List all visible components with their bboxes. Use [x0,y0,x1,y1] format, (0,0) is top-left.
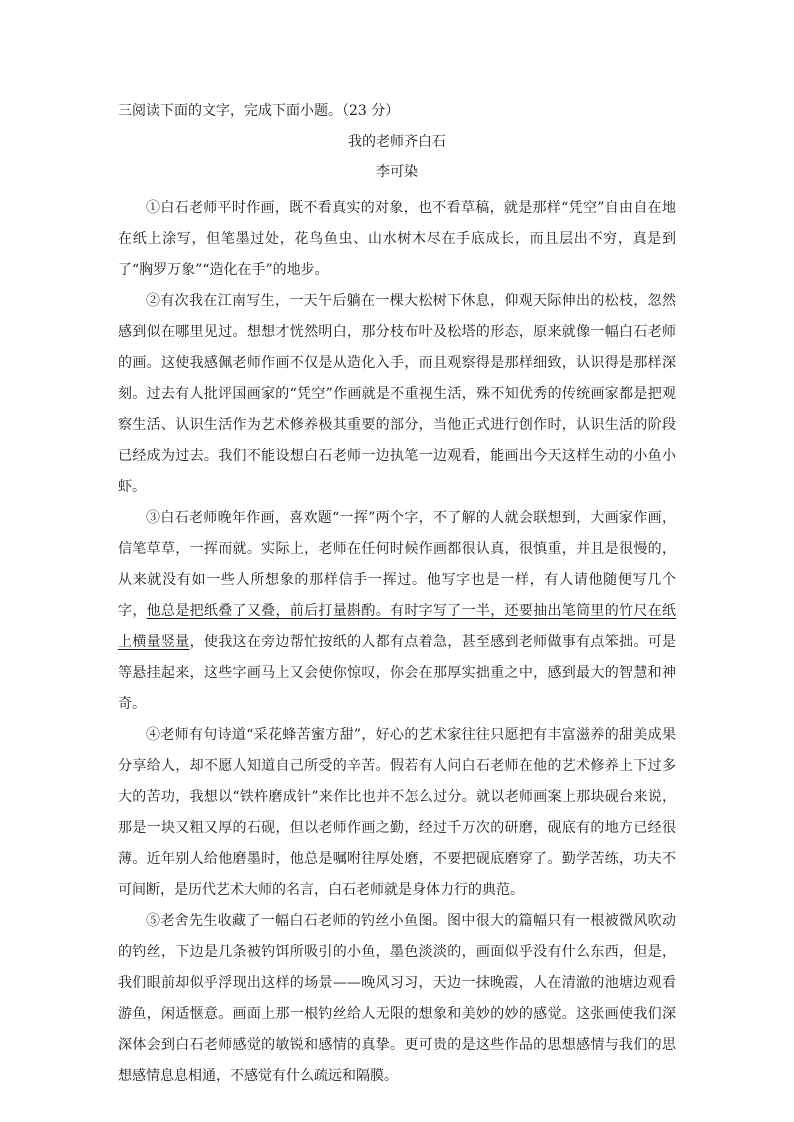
paragraph-5 [118,906,676,1092]
paragraph-text: ⑤老舍先生收藏了一幅白石老师的钓丝小鱼图。图中很大的篇幅只有一根被微风吹动的钓丝，下边是几条被钓饵所吸引的小鱼，墨色淡淡的，画面似乎没有什么东西，但是，我们眼前却似乎浮现出这样的场景——晚风习习，天边一抹晚霞，人在清澈的池塘边观看游鱼，闲适惬意。画面上那一根钓丝给人无限的想象和美妙的妙的感觉。这张画使我们深深体会到白石老师感觉的敏锐和感情的真挚。更可贵的是这些作品的思想感情与我们的思想感情息息相通，不感觉有什么疏远和隔膜。 [118,913,676,1084]
paragraph-3 [118,503,676,720]
article-body [118,193,676,1092]
question-instruction: 三阅读下面的文字，完成下面小题。（23 分） [118,103,400,119]
paragraph-2 [118,286,676,503]
article-author: 李可染 [376,164,418,180]
underlined-sentence: 他总是把纸叠了又叠，前后打量斟酌。有时字写了一半，还要抽出笔筒里的竹尺在纸上横量竖量 [118,603,677,650]
paragraph-text: ③白石老师晚年作画，喜欢题“一挥”两个字，不了解的人就会联想到，大画家作画，信笔草草，一挥而就。实际上，老师在任何时候作画都很认真，很慎重，并且是很慢的，从来就没有如一些人所想象的那样信手一挥过。他写字也是一样，有人请他随便写几个字， [118,510,676,619]
paragraph-4 [118,720,676,906]
paragraph-text: ②有次我在江南写生，一天午后躺在一棵大松树下休息，仰观天际伸出的松枝，忽然感到似在哪里见过。想想才恍然明白，那分枝布叶及松塔的形态，原来就像一幅白石老师的画。这使我感佩老师作画不仅是从造化入手，而且观察得是那样细致，认识得是那样深刻。过去有人批评国画家的“凭空”作画就是不重视生活，殊不知优秀的传统画家都是把观察生活、认识生活作为艺术修养极其重要的部分，当他正式进行创作时，认识生活的阶段已经成为过去。我们不能设想白石老师一边执笔一边观看，能画出今天这样生动的小鱼小虾。 [118,293,676,495]
article-title: 我的老师齐白石 [348,134,446,150]
paragraph-text-continued: ，使我这在旁边帮忙按纸的人都有点着急，甚至感到老师做事有点笨拙。可是等悬挂起来，这些字画马上又会使你惊叹，你会在那厚实拙重之中，感到最大的智慧和神奇。 [118,634,677,712]
paragraph-text: ①白石老师平时作画，既不看真实的对象，也不看草稿，就是那样“凭空”自由自在地在纸上涂写，但笔墨过处，花鸟鱼虫、山水树木尽在手底成长，而且层出不穷，真是到了“胸罗万象”“造化在手”的地步。 [118,200,676,278]
paragraph-text: ④老师有句诗道“采花蜂苦蜜方甜”，好心的艺术家往往只愿把有丰富滋养的甜美成果分享给人，却不愿人知道自己所受的辛苦。假若有人问白石老师在他的艺术修养上下过多大的苦功，我想以“铁杵磨成针”来作比也并不怎么过分。就以老师画案上那块砚台来说，那是一块又粗又厚的石砚，但以老师作画之勤，经过千万次的研磨，砚底有的地方已经很薄。近年别人给他磨墨时，他总是嘱咐往厚处磨，不要把砚底磨穿了。勤学苦练，功夫不可间断，是历代艺术大师的名言，白石老师就是身体力行的典范。 [118,727,676,898]
paragraph-1 [118,193,676,286]
